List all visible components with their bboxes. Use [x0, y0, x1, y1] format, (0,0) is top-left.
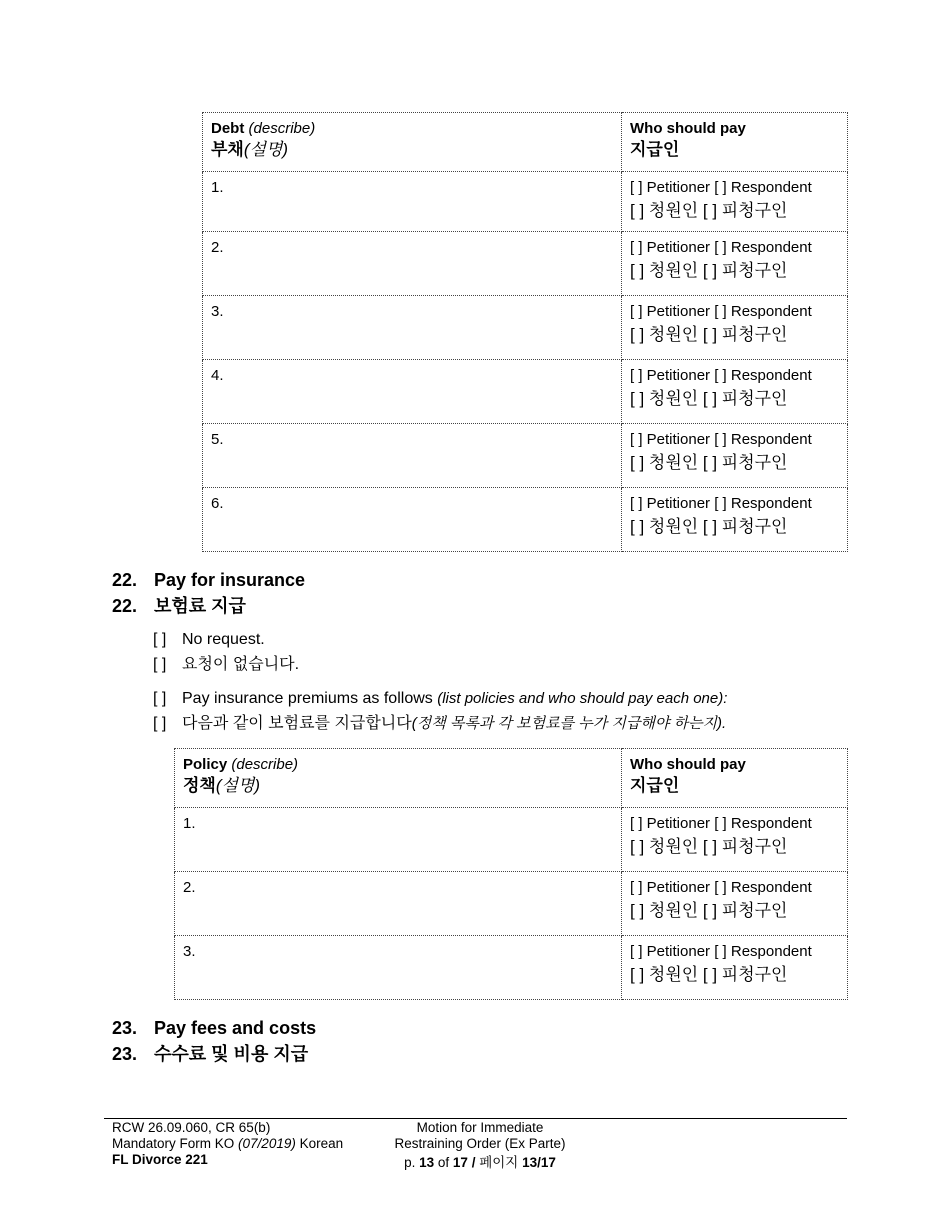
payer-checkbox-en[interactable]: [ ] Petitioner [ ] Respondent	[630, 431, 812, 448]
option-label: No request.	[182, 631, 265, 648]
who-pays-column-header	[622, 113, 848, 172]
payer-checkbox-ko[interactable]: [ ] 청원인 [ ] 피청구인	[630, 837, 788, 856]
section-23-heading-ko	[112, 1043, 308, 1065]
section-23-heading-en	[112, 1017, 316, 1039]
option-label: 다음과 같이 보험료를 지급합니다	[182, 715, 412, 732]
table-header-row	[203, 113, 848, 172]
table-row	[203, 424, 848, 488]
footer-title-line1: Motion for Immediate	[416, 1120, 544, 1135]
footer-divider	[104, 1118, 847, 1119]
option-label: Pay insurance premiums as follows	[182, 690, 438, 707]
who-pays-header-ko: 지급인	[630, 140, 680, 159]
footer-rcw: RCW 26.09.060, CR 65(b)	[112, 1120, 271, 1135]
footer-page-number: p. 13 of 17 / 페이지 13/17	[404, 1155, 556, 1170]
row-number: 2.	[211, 239, 224, 256]
payer-checkbox-en[interactable]: [ ] Petitioner [ ] Respondent	[630, 179, 812, 196]
payer-choice-cell	[622, 296, 848, 360]
section-title: Pay fees and costs	[154, 1018, 317, 1038]
policy-header-en: Policy	[183, 756, 228, 773]
policy-header-ko: 정책	[183, 776, 216, 795]
who-pays-header-en: Who should pay	[630, 756, 746, 773]
table-row	[203, 232, 848, 296]
option-label: 요청이 없습니다.	[182, 656, 300, 673]
payer-checkbox-en[interactable]: [ ] Petitioner [ ] Respondent	[630, 815, 812, 832]
payer-checkbox-en[interactable]: [ ] Petitioner [ ] Respondent	[630, 303, 812, 320]
no-request-option-en[interactable]	[153, 630, 265, 650]
payer-checkbox-ko[interactable]: [ ] 청원인 [ ] 피청구인	[630, 325, 788, 344]
payer-checkbox-en[interactable]: [ ] Petitioner [ ] Respondent	[630, 495, 812, 512]
debt-description-cell[interactable]	[203, 424, 622, 488]
checkbox[interactable]: [ ]	[153, 631, 167, 648]
policy-description-cell[interactable]	[175, 872, 622, 936]
checkbox[interactable]: [ ]	[153, 690, 167, 707]
payer-choice-cell	[622, 488, 848, 552]
who-pays-header-en: Who should pay	[630, 120, 746, 137]
describe-note: (describe)	[231, 756, 299, 773]
payer-choice-cell	[622, 232, 848, 296]
debt-description-cell[interactable]	[203, 296, 622, 360]
section-number: 23.	[112, 1044, 138, 1064]
debt-header-ko: 부채	[211, 140, 244, 159]
row-number: 3.	[183, 943, 196, 960]
footer-mandatory-form: Mandatory Form KO (07/2019) Korean	[112, 1136, 344, 1151]
payer-checkbox-ko[interactable]: [ ] 청원인 [ ] 피청구인	[630, 965, 788, 984]
section-number: 23.	[112, 1018, 138, 1038]
debt-description-cell[interactable]	[203, 172, 622, 232]
row-number: 5.	[211, 431, 224, 448]
section-title: Pay for insurance	[154, 570, 306, 590]
debt-header-en: Debt	[211, 120, 245, 137]
table-header-row	[175, 749, 848, 808]
who-pays-column-header	[622, 749, 848, 808]
section-number: 22.	[112, 596, 138, 616]
checkbox[interactable]: [ ]	[153, 656, 167, 673]
row-number: 6.	[211, 495, 224, 512]
debt-description-cell[interactable]	[203, 488, 622, 552]
payer-checkbox-ko[interactable]: [ ] 청원인 [ ] 피청구인	[630, 517, 788, 536]
table-row	[203, 360, 848, 424]
debt-column-header	[203, 113, 622, 172]
table-row	[203, 172, 848, 232]
payer-choice-cell	[622, 424, 848, 488]
payer-checkbox-ko[interactable]: [ ] 청원인 [ ] 피청구인	[630, 201, 788, 220]
footer-left	[112, 1120, 343, 1168]
footer-center	[380, 1120, 580, 1171]
policy-column-header	[175, 749, 622, 808]
table-row	[203, 488, 848, 552]
table-row	[175, 936, 848, 1000]
row-number: 2.	[183, 879, 196, 896]
payer-choice-cell	[622, 808, 848, 872]
payer-checkbox-ko[interactable]: [ ] 청원인 [ ] 피청구인	[630, 261, 788, 280]
section-22-heading-ko	[112, 595, 246, 617]
policy-description-cell[interactable]	[175, 936, 622, 1000]
row-number: 1.	[211, 179, 224, 196]
payer-checkbox-en[interactable]: [ ] Petitioner [ ] Respondent	[630, 879, 812, 896]
option-note: (list policies and who should pay each one):	[437, 690, 728, 707]
section-title: 보험료 지급	[154, 596, 246, 616]
payer-choice-cell	[622, 172, 848, 232]
who-pays-header-ko: 지급인	[630, 776, 680, 795]
table-row	[203, 296, 848, 360]
debt-table	[202, 112, 848, 552]
row-number: 4.	[211, 367, 224, 384]
section-22-heading-en	[112, 569, 305, 591]
payer-checkbox-ko[interactable]: [ ] 청원인 [ ] 피청구인	[630, 389, 788, 408]
payer-choice-cell	[622, 360, 848, 424]
section-number: 22.	[112, 570, 138, 590]
row-number: 1.	[183, 815, 196, 832]
row-number: 3.	[211, 303, 224, 320]
payer-checkbox-ko[interactable]: [ ] 청원인 [ ] 피청구인	[630, 453, 788, 472]
describe-note-ko: (설명)	[215, 776, 261, 795]
describe-note: (describe)	[248, 120, 316, 137]
footer-form-id: FL Divorce 221	[112, 1152, 208, 1167]
payer-checkbox-ko[interactable]: [ ] 청원인 [ ] 피청구인	[630, 901, 788, 920]
debt-description-cell[interactable]	[203, 232, 622, 296]
payer-choice-cell	[622, 872, 848, 936]
no-request-option-ko[interactable]	[153, 655, 299, 675]
payer-choice-cell	[622, 936, 848, 1000]
policy-table	[174, 748, 848, 1000]
policy-description-cell[interactable]	[175, 808, 622, 872]
section-title: 수수료 및 비용 지급	[154, 1044, 309, 1064]
option-note: (정책 목록과 각 보험료를 누가 지급해야 하는지).	[411, 715, 727, 732]
payer-checkbox-en[interactable]: [ ] Petitioner [ ] Respondent	[630, 367, 812, 384]
describe-note-ko: (설명)	[243, 140, 289, 159]
table-row	[175, 808, 848, 872]
payer-checkbox-en[interactable]: [ ] Petitioner [ ] Respondent	[630, 943, 812, 960]
footer-title-line2: Restraining Order (Ex Parte)	[394, 1136, 566, 1151]
pay-premiums-option-ko[interactable]	[153, 714, 726, 734]
checkbox[interactable]: [ ]	[153, 715, 167, 732]
table-row	[175, 872, 848, 936]
debt-description-cell[interactable]	[203, 360, 622, 424]
payer-checkbox-en[interactable]: [ ] Petitioner [ ] Respondent	[630, 239, 812, 256]
pay-premiums-option-en[interactable]	[153, 689, 727, 709]
